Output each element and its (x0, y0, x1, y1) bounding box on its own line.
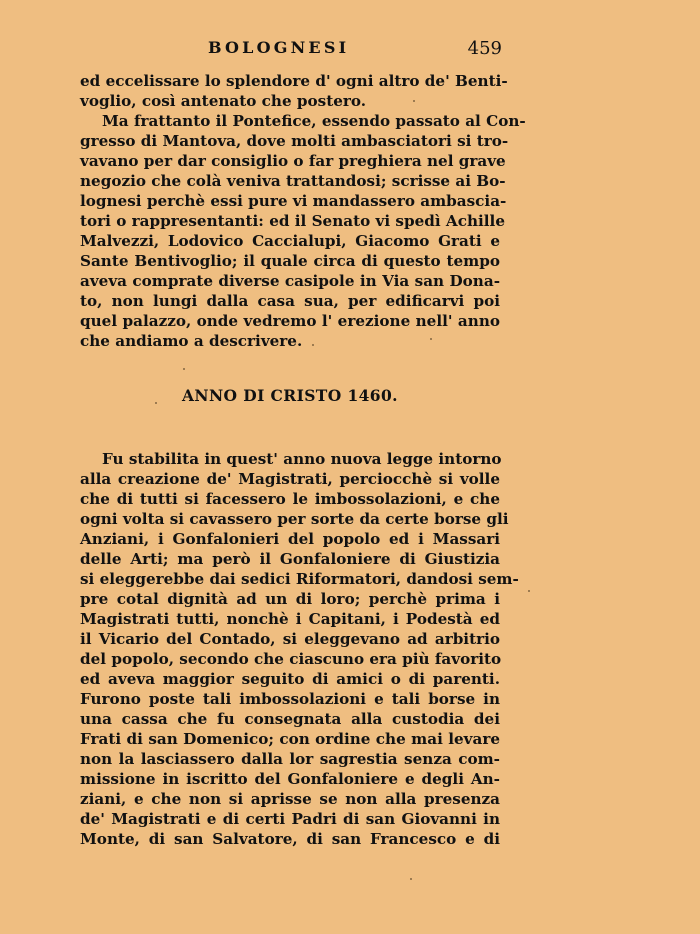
text-line: de' Magistrati e di certi Padri di san Giovanni in (80, 810, 500, 828)
text-line: pre cotal dignità ad un di loro; perchè prima i (80, 590, 500, 608)
page-header (80, 38, 500, 60)
scan-speck (410, 878, 412, 880)
text-line: Monte, di san Salvatore, di san Francesco e di (80, 830, 500, 848)
text-line: Malvezzi, Lodovico Caccialupi, Giacomo Grati e (80, 232, 500, 250)
text-line: to, non lungi dalla casa sua, per edificarvi poi (80, 292, 500, 310)
text-line: ogni volta si cavassero per sorte da certe borse gli (80, 510, 509, 528)
text-line: Furono poste tali imbossolazioni e tali borse in (80, 690, 500, 708)
text-line: gresso di Mantova, dove molti ambasciatori si tro- (80, 132, 509, 150)
text-line: vavano per dar consiglio o far preghiera nel grave (80, 152, 506, 170)
text-line: Frati di san Domenico; con ordine che mai levare (80, 730, 500, 748)
text-line: si eleggerebbe dai sedici Riformatori, dandosi sem- (80, 570, 519, 588)
text-line: delle Arti; ma però il Gonfaloniere di Giustizia (80, 550, 500, 568)
text-line: una cassa che fu consegnata alla custodia dei (80, 710, 500, 728)
text-line: Anziani, i Gonfalonieri del popolo ed i Massari (80, 530, 500, 548)
text-line: negozio che colà veniva trattandosi; scrisse ai Bo- (80, 172, 506, 190)
text-line: aveva comprate diverse casipole in Via san Dona- (80, 272, 500, 290)
scan-speck (413, 100, 415, 102)
section-heading: ANNO DI CRISTO 1460. (182, 386, 398, 405)
text-line: ed eccelissare lo splendore d' ogni altro de' Benti- (80, 72, 508, 90)
text-line: quel palazzo, onde vedremo l' erezione nell' anno (80, 312, 500, 330)
scan-speck (312, 344, 314, 346)
running-title: BOLOGNESI (208, 38, 350, 57)
text-line: Fu stabilita in quest' anno nuova legge intorno (102, 450, 502, 468)
text-line: tori o rappresentanti: ed il Senato vi spedì Achille (80, 212, 505, 230)
text-line: voglio, così antenato che postero. (80, 92, 367, 110)
text-line: che di tutti si facessero le imbossolazioni, e che (80, 490, 500, 508)
scan-speck (528, 590, 530, 592)
text-line: ziani, e che non si aprisse se non alla presenza (80, 790, 500, 808)
scan-speck (155, 402, 157, 404)
text-line: non la lasciassero dalla lor sagrestia senza com- (80, 750, 500, 768)
text-line: del popolo, secondo che ciascuno era più favorito (80, 650, 502, 668)
text-line: Ma frattanto il Pontefice, essendo passato al Con- (102, 112, 526, 130)
text-line: alla creazione de' Magistrati, perciocchè si volle (80, 470, 500, 488)
paragraph-1 (80, 71, 526, 351)
scan-speck (183, 368, 185, 370)
text-line: Magistrati tutti, nonchè i Capitani, i Podestà ed (80, 610, 500, 628)
text-line: missione in iscritto del Gonfaloniere e degli An- (80, 770, 500, 788)
text-line: il Vicario del Contado, si eleggevano ad arbitrio (80, 630, 500, 648)
text-line: ed aveva maggior seguito di amici o di parenti. (80, 670, 500, 688)
scan-speck (430, 338, 432, 340)
paragraph-2 (80, 449, 519, 849)
text-line: Sante Bentivoglio; il quale circa di questo tempo (80, 252, 500, 270)
page-number: 459 (467, 38, 502, 59)
text-line: lognesi perchè essi pure vi mandassero ambascia- (80, 192, 507, 210)
text-line: che andiamo a descrivere. (80, 332, 303, 350)
